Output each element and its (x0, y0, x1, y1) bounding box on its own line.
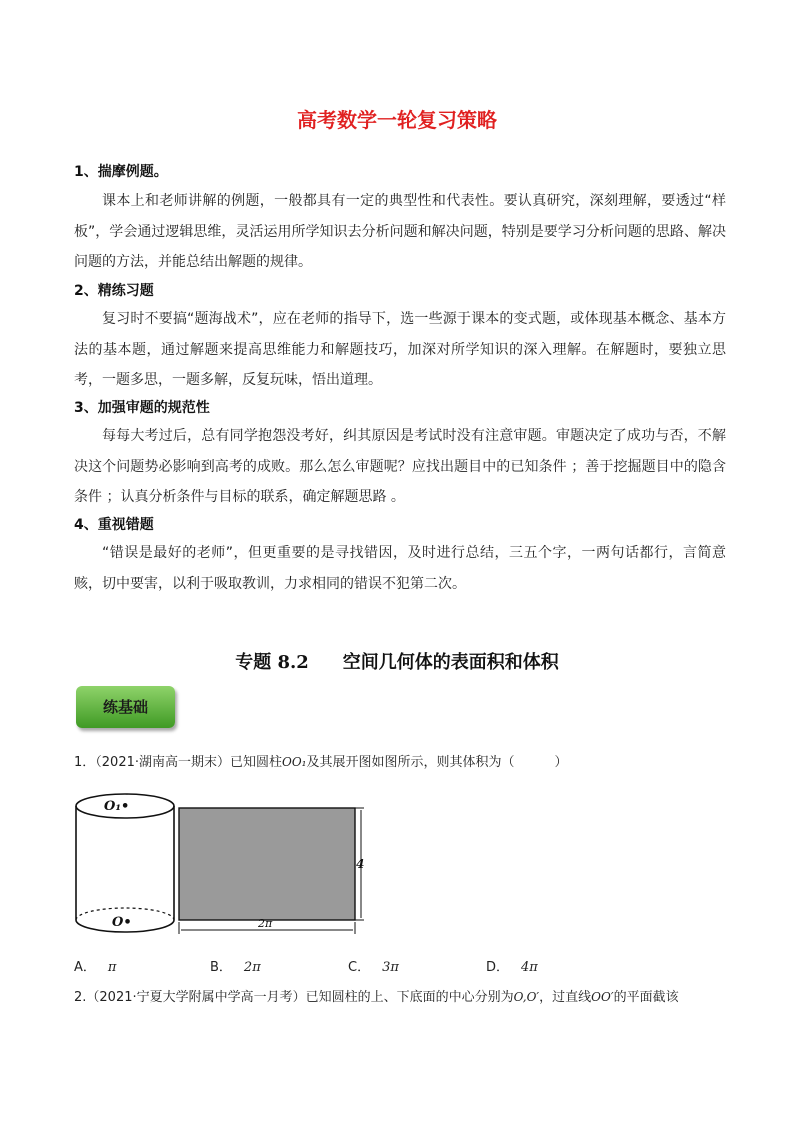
question-2-prefix: 2.（2021·宁夏大学附属中学高一月考）已知圆柱的上、下底面的中心分别为 (74, 990, 514, 1005)
main-title: 高考数学一轮复习策略 (297, 108, 497, 132)
option-c (348, 956, 399, 975)
cylinder-figure (72, 788, 372, 948)
option-d (486, 956, 538, 975)
option-a-value: π (107, 960, 117, 975)
width-label: 2π (258, 917, 273, 930)
section-text-1: 课本上和老师讲解的例题，一般都具有一定的典型性和代表性。要认真研究，深刻理解，要透过“样板”，学会通过逻辑思维，灵活运用所学知识去分析问题和解决问题，特别是要学习分析问题的思路、解决问题的方法，并能总结出解题的规律。 (74, 193, 726, 270)
question-1-prefix: 1．（2021·湖南高一期末）已知圆柱 (74, 755, 282, 770)
section-text-2: 复习时不要搞“题海战术”，应在老师的指导下，选一些源于课本的变式题，或体现基本概念、基本方法的基本题，通过解题来提高思维能力和解题技巧，加深对所学知识的深入理解。在解题时，要独立思考，一题多思，一题多解，反复玩味，悟出道理。 (74, 311, 726, 388)
section-heading-1: 1、揣摩例题。 (74, 164, 168, 180)
section-heading-2: 2、精练习题 (74, 283, 154, 299)
section-heading-3: 3、加强审题的规范性 (74, 400, 210, 416)
option-b-value: 2π (243, 960, 261, 975)
label-o1: O₁• (104, 799, 130, 814)
option-a-letter: A． (74, 960, 96, 975)
question-1-options (74, 956, 724, 976)
label-o: O• (112, 915, 132, 930)
topic-number: 专题 8.2 (235, 652, 309, 673)
practice-basics-badge: 练基础 (76, 686, 175, 728)
option-b (210, 956, 261, 975)
question-1-math: OO₁ (282, 755, 307, 769)
question-2-stem (74, 986, 679, 1005)
question-2-math-1: O,O′ (513, 990, 540, 1004)
option-a (74, 956, 116, 975)
section-text-3: 每每大考过后，总有同学抱怨没考好，纠其原因是考试时没有注意审题。审题决定了成功与否，不解决这个问题势必影响到高考的成败。那么怎么审题呢？应找出题目中的已知条件 ；善于挖掘题目中的隐含条件 ；认真分析条件与目标的联系，确定解题思路 。 (74, 428, 726, 505)
question-1-stem (74, 751, 568, 770)
section-text-4: “错误是最好的老师”，但更重要的是寻找错因，及时进行总结，三五个字，一两句话都行，言简意赅，切中要害，以利于吸取教训，力求相同的错误不犯第二次。 (74, 545, 726, 592)
question-1-close: ） (554, 755, 568, 770)
option-d-value: 4π (521, 960, 538, 975)
question-2-middle: ，过直线 (539, 990, 592, 1005)
option-c-value: 3π (382, 960, 399, 975)
unrolled-rectangle (179, 808, 355, 920)
option-d-letter: D． (486, 960, 510, 975)
question-2-suffix: 的平面截该 (613, 990, 679, 1005)
section-heading-4: 4、重视错题 (74, 517, 154, 533)
option-b-letter: B． (210, 960, 232, 975)
topic-name: 空间几何体的表面积和体积 (342, 652, 559, 673)
topic-title (0, 648, 794, 674)
question-1-suffix: 及其展开图如图所示，则其体积为（ (306, 755, 515, 770)
height-label: 4 (356, 857, 365, 871)
option-c-letter: C． (348, 960, 371, 975)
question-2-math-2: OO′ (591, 990, 614, 1004)
